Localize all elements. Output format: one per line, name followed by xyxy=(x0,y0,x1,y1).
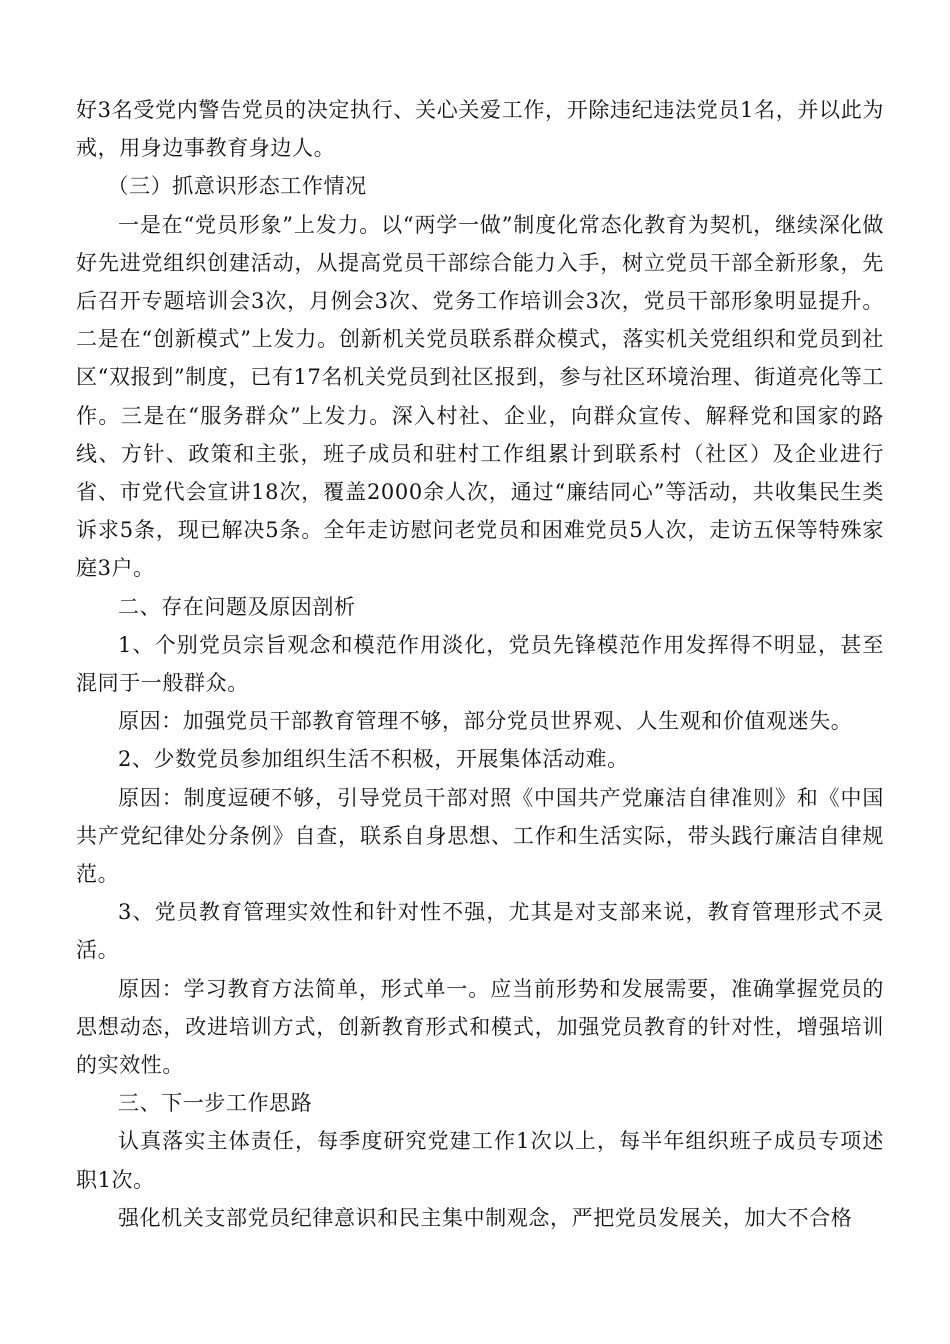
section-heading-ideology: （三）抓意识形态工作情况 xyxy=(107,174,367,199)
paragraph-ideology-work: 一是在“党员形象”上发力。以“两学一做”制度化常态化教育为契机，继续深化做好先进党组织创建活动，从提高党员干部综合能力入手，树立党员干部全新形象，先后召开专题培训会3次，月例会3次、党务工作培训会3次，党员干部形象明显提升。二是在“创新模式”上发力。创新机关党员联系群众模式，落实机关党组织和党员到社区“双报到”制度，已有17名机关党员到社区报到，参与社区环境治理、街道亮化等工作。三是在“服务群众”上发力。深入村社、企业，向群众宣传、解释党和国家的路线、方针、政策和主张，班子成员和驻村工作组累计到联系村（社区）及企业进行省、市党代会宣讲18次，覆盖2000余人次，通过“廉结同心”等活动，共收集民生类诉求5条，现已解决5条。全年走访慰问老党员和困难党员5人次，走访五保等特殊家庭3户。 xyxy=(76,212,884,581)
problem-item-2: 2、少数党员参加组织生活不积极，开展集体活动难。 xyxy=(118,747,629,772)
document-body xyxy=(76,91,884,1237)
next-step-item-2: 强化机关支部党员纪律意识和民主集中制观念，严把党员发展关，加大不合格 xyxy=(118,1205,853,1230)
cause-item-3: 原因：学习教育方法简单，形式单一。应当前形势和发展需要，准确掌握党员的思想动态，改进培训方式，创新教育形式和模式，加强党员教育的针对性，增强培训的实效性。 xyxy=(76,976,884,1078)
problem-item-1: 1、个别党员宗旨观念和模范作用淡化，党员先锋模范作用发挥得不明显，甚至混同于一般群众。 xyxy=(76,632,884,696)
section-heading-problems: 二、存在问题及原因剖析 xyxy=(118,594,356,619)
next-step-item-1: 认真落实主体责任，每季度研究党建工作1次以上，每半年组织班子成员专项述职1次。 xyxy=(76,1129,884,1192)
paragraph-continuation: 好3名受党内警告党员的决定执行、关心关爱工作，开除违纪违法党员1名，并以此为戒，用身边事教育身边人。 xyxy=(76,98,884,161)
cause-item-2: 原因：制度逗硬不够，引导党员干部对照《中国共产党廉洁自律准则》和《中国共产党纪律处分条例》自查，联系自身思想、工作和生活实际，带头践行廉洁自律规范。 xyxy=(76,785,884,887)
cause-item-1: 原因：加强党员干部教育管理不够，部分党员世界观、人生观和价值观迷失。 xyxy=(118,709,853,734)
problem-item-3: 3、党员教育管理实效性和针对性不强，尤其是对支部来说，教育管理形式不灵活。 xyxy=(76,900,884,963)
section-heading-next-steps: 三、下一步工作思路 xyxy=(118,1091,313,1116)
